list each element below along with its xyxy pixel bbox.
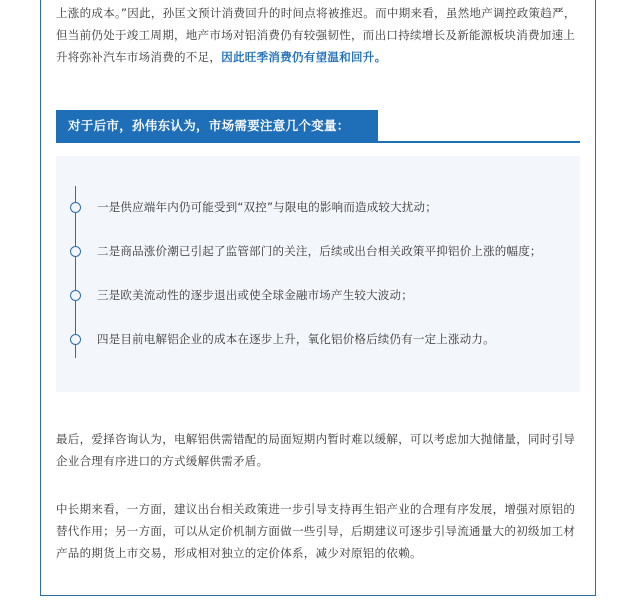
timeline-bullet-icon — [70, 334, 81, 345]
list-item: 三是欧美流动性的逐步退出或使全球金融市场产生较大波动； — [97, 288, 413, 302]
closing-paragraph-1: 最后，爱择咨询认为，电解铝供需错配的局面短期内暂时难以缓解，可以考虑加大抛储量，同时引导企业合理有序进口的方式缓解供需矛盾。 — [56, 432, 576, 468]
timeline-bullet-icon — [70, 290, 81, 301]
timeline-bullet-icon — [70, 202, 81, 213]
intro-text: 上涨的成本。”因此，孙匡文预计消费回升的时间点将被推迟。而中期来看，虽然地产调控政策趋严，但当前仍处于竣工周期，地产市场对铝消费仍有较强韧性，而出口持续增长及新能源板块消费加速上升将弥补汽车市场消费的不足， — [56, 6, 576, 64]
intro-paragraph — [56, 2, 580, 68]
section-divider — [56, 141, 580, 143]
timeline-bullet-icon — [70, 246, 81, 257]
section-title: 对于后市，孙伟东认为，市场需要注意几个变量： — [56, 110, 378, 142]
list-item: 一是供应端年内仍可能受到“双控”与限电的影响而造成较大扰动； — [97, 200, 437, 214]
list-item: 四是目前电解铝企业的成本在逐步上升，氧化铝价格后续仍有一定上涨动力。 — [97, 332, 495, 346]
intro-highlight: 因此旺季消费仍有望温和回升。 — [221, 50, 387, 64]
list-item: 二是商品涨价潮已引起了监管部门的关注，后续或出台相关政策平抑铝价上涨的幅度； — [97, 244, 542, 258]
closing-paragraph-2: 中长期来看，一方面，建议出台相关政策进一步引导支持再生铝产业的合理有序发展，增强对原铝的替代作用；另一方面，可以从定价机制方面做一些引导，后期建议可逐步引导流通量大的初级加工材产品的期货上市交易，形成相对独立的定价体系，减少对原铝的依赖。 — [56, 502, 576, 560]
variables-list — [56, 156, 580, 392]
